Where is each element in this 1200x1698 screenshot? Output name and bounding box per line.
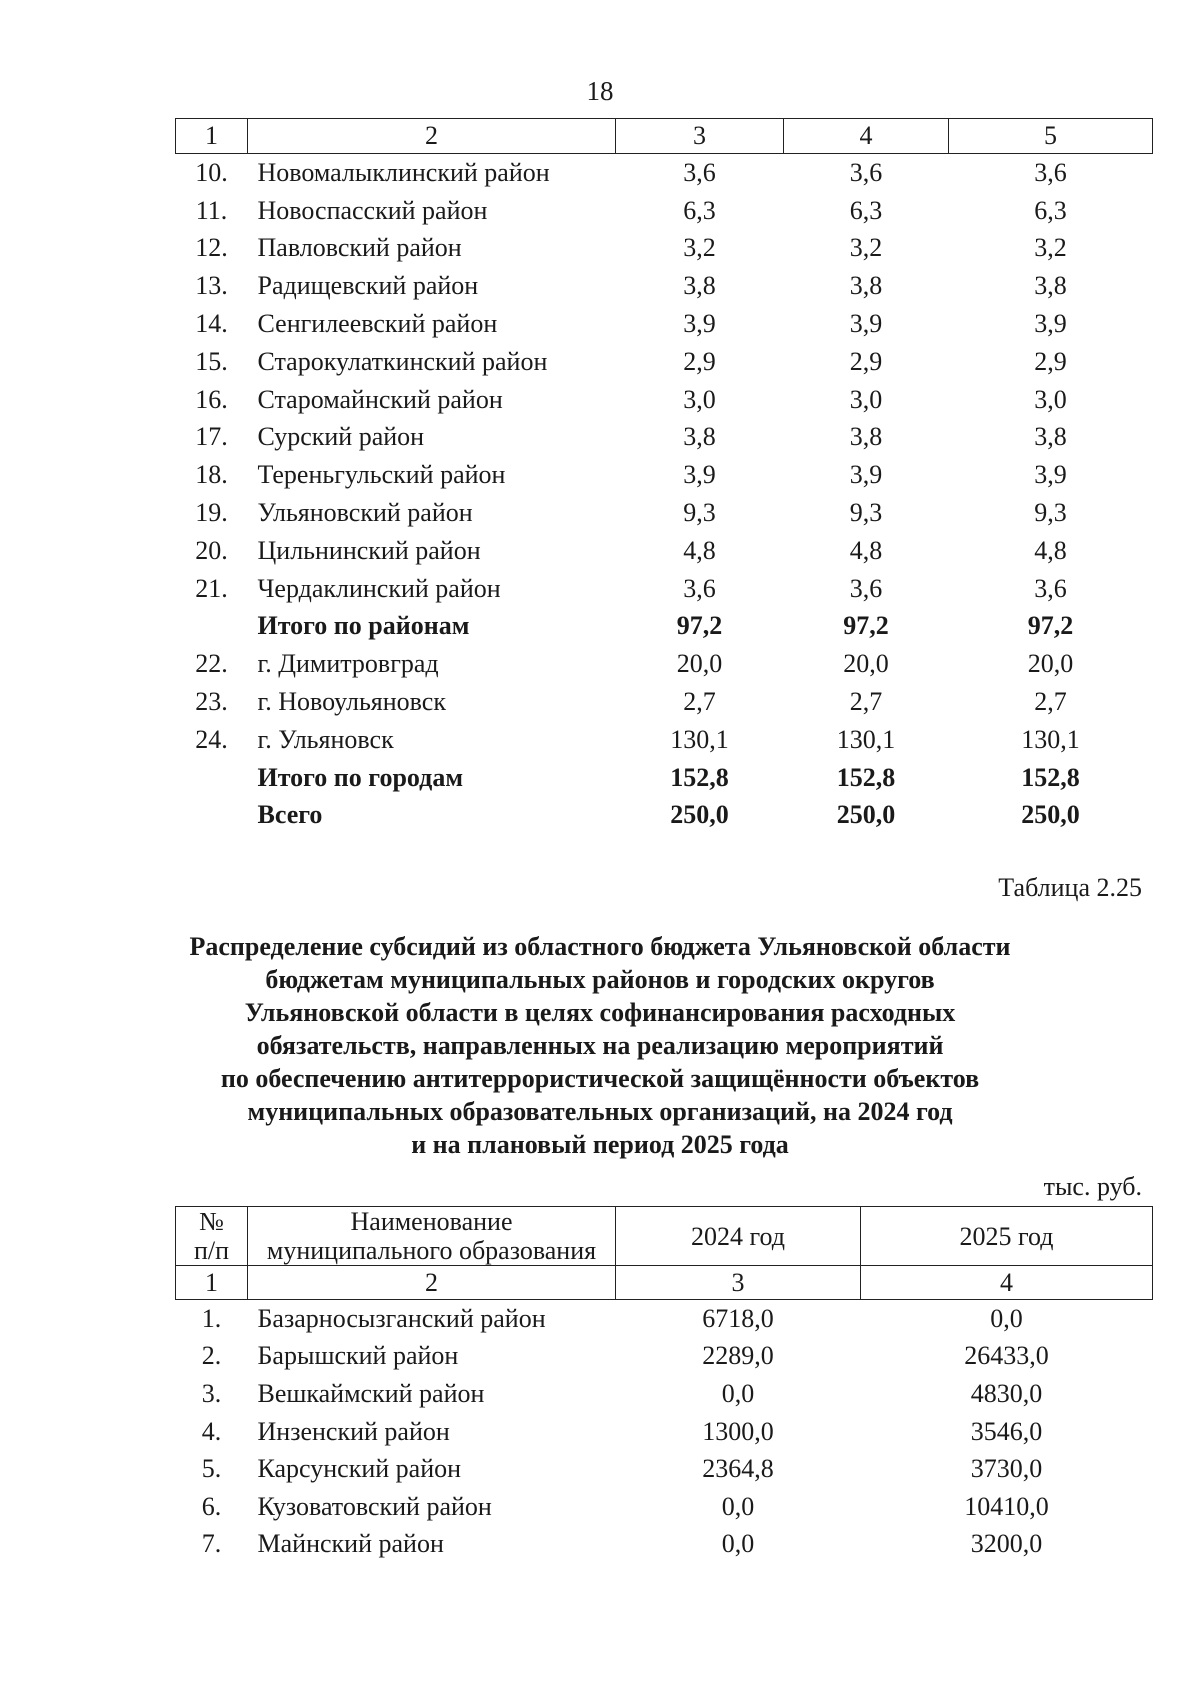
table-row xyxy=(176,1450,1153,1488)
row-number xyxy=(176,608,248,646)
row-value: 3,9 xyxy=(683,460,716,490)
title-line: Ульяновской области в целях софинансирования расходных xyxy=(244,998,956,1027)
row-name: Ульяновский район xyxy=(257,498,473,528)
row-name: Сенгилеевский район xyxy=(257,309,498,339)
row-name: Майнский район xyxy=(257,1529,444,1559)
row-value: 3,6 xyxy=(849,573,883,603)
row-value-2025: 3546,0 xyxy=(970,1416,1043,1446)
units-label: тыс. руб. xyxy=(1043,1172,1142,1201)
row-value: 3,2 xyxy=(683,233,716,263)
table-row xyxy=(176,1488,1153,1526)
column-number: 4 xyxy=(861,1266,1153,1300)
row-name: Инзенский район xyxy=(257,1416,450,1446)
row-value: 3,9 xyxy=(849,309,883,339)
row-name: Вешкаймский район xyxy=(257,1378,485,1408)
row-value-2024: 1300,0 xyxy=(702,1416,774,1446)
row-number: 13. xyxy=(195,271,228,301)
row-value: 2,9 xyxy=(849,346,883,376)
row-name: Чердаклинский район xyxy=(257,573,501,603)
row-name: Радищевский район xyxy=(257,271,479,301)
column-number: 4 xyxy=(784,119,949,154)
header-year-2025: 2025 год xyxy=(861,1207,1153,1266)
row-value: 3,2 xyxy=(1034,233,1067,263)
row-value-2024: 2289,0 xyxy=(702,1341,774,1371)
table-row xyxy=(176,343,1153,381)
row-value: 97,2 xyxy=(1027,611,1074,641)
row-value: 3,6 xyxy=(683,573,716,603)
row-name: Павловский район xyxy=(257,233,462,263)
row-number: 14. xyxy=(195,309,228,339)
row-name: Старомайнский район xyxy=(257,384,503,414)
row-value: 9,3 xyxy=(849,498,883,528)
row-number: 21. xyxy=(195,573,228,603)
header-num-line2: п/п xyxy=(193,1236,230,1265)
table-row xyxy=(176,1300,1153,1338)
row-value: 4,8 xyxy=(849,535,883,565)
row-value: 3,8 xyxy=(683,422,716,452)
row-name: г. Димитровград xyxy=(257,649,439,679)
column-number: 2 xyxy=(248,1266,616,1300)
title-line: по обеспечению антитеррористической защищённости объектов xyxy=(220,1064,980,1093)
row-value: 3,8 xyxy=(849,422,883,452)
table-row xyxy=(176,419,1153,457)
row-name: Цильнинский район xyxy=(257,535,481,565)
row-number xyxy=(176,797,248,835)
header-name-line1: Наименование xyxy=(350,1207,513,1236)
column-number: 1 xyxy=(176,1266,248,1300)
subsidy-table-2-25 xyxy=(175,1206,1153,1563)
row-value: 6,3 xyxy=(683,195,716,225)
row-value: 3,8 xyxy=(683,271,716,301)
title-line: муниципальных образовательных организаций, на 2024 год xyxy=(247,1097,953,1126)
column-number: 3 xyxy=(616,119,784,154)
row-value: 250,0 xyxy=(670,800,729,830)
column-number-row xyxy=(176,119,1153,154)
row-value: 6,3 xyxy=(849,195,883,225)
row-value-2025: 4830,0 xyxy=(970,1378,1043,1408)
row-value-2025: 26433,0 xyxy=(964,1341,1049,1371)
row-value: 3,6 xyxy=(1034,157,1067,187)
row-value: 4,8 xyxy=(1034,535,1067,565)
table-title xyxy=(0,930,1200,1161)
row-value-2024: 0,0 xyxy=(721,1378,755,1408)
row-name: г. Новоульяновск xyxy=(257,687,446,717)
row-number: 4. xyxy=(201,1416,222,1446)
row-name: Итого по городам xyxy=(257,762,464,792)
column-number: 5 xyxy=(949,119,1153,154)
row-value: 20,0 xyxy=(1027,649,1074,679)
table-row xyxy=(176,1338,1153,1376)
header-year-2024: 2024 год xyxy=(616,1207,861,1266)
table-row xyxy=(176,267,1153,305)
title-line: Распределение субсидий из областного бюджета Ульяновской области xyxy=(189,932,1011,961)
row-name: Старокулаткинский район xyxy=(257,346,548,376)
row-number: 17. xyxy=(195,422,228,452)
row-value: 3,2 xyxy=(849,233,883,263)
title-line: и на плановый период 2025 года xyxy=(411,1130,789,1159)
row-number: 22. xyxy=(195,649,228,679)
row-number: 18. xyxy=(195,460,228,490)
row-value-2025: 3200,0 xyxy=(970,1529,1043,1559)
page-number: 18 xyxy=(586,76,614,106)
row-value: 3,8 xyxy=(1034,422,1067,452)
row-value: 3,0 xyxy=(683,384,716,414)
table-row xyxy=(176,570,1153,608)
header-row xyxy=(176,1207,1153,1266)
table-row xyxy=(176,230,1153,268)
row-value: 3,9 xyxy=(1034,460,1067,490)
row-value: 3,8 xyxy=(1034,271,1067,301)
header-num-line1: № xyxy=(199,1207,224,1236)
row-name: Кузоватовский район xyxy=(257,1491,492,1521)
row-name: г. Ульяновск xyxy=(257,724,394,754)
row-number: 16. xyxy=(195,384,228,414)
column-number: 3 xyxy=(616,1266,861,1300)
row-number: 12. xyxy=(195,233,228,263)
row-value: 3,8 xyxy=(849,271,883,301)
row-number: 1. xyxy=(201,1303,222,1333)
table-row xyxy=(176,1375,1153,1413)
header-name-line2: муниципального образования xyxy=(266,1236,597,1265)
row-value: 4,8 xyxy=(683,535,716,565)
row-value: 20,0 xyxy=(843,649,889,679)
header-name xyxy=(248,1207,616,1266)
row-value: 152,8 xyxy=(670,762,729,792)
row-number: 20. xyxy=(195,535,228,565)
row-value-2024: 0,0 xyxy=(721,1529,755,1559)
row-number: 10. xyxy=(195,157,228,187)
row-value-2024: 6718,0 xyxy=(702,1303,774,1333)
row-number: 19. xyxy=(195,498,228,528)
table-row xyxy=(176,305,1153,343)
row-name: Базарносызганский район xyxy=(257,1303,546,1333)
row-name: Новоспасский район xyxy=(257,195,488,225)
table-row xyxy=(176,1526,1153,1564)
table-row xyxy=(176,494,1153,532)
row-number: 15. xyxy=(195,346,228,376)
row-number xyxy=(176,759,248,797)
row-name: Сурский район xyxy=(257,422,425,452)
row-value: 9,3 xyxy=(683,498,716,528)
row-value: 97,2 xyxy=(676,611,723,641)
row-value: 250,0 xyxy=(836,800,896,830)
row-value: 130,1 xyxy=(836,724,896,754)
row-value: 20,0 xyxy=(676,649,723,679)
row-value: 6,3 xyxy=(1034,195,1067,225)
row-value-2025: 0,0 xyxy=(990,1303,1023,1333)
row-value: 250,0 xyxy=(1021,800,1080,830)
row-value-2025: 10410,0 xyxy=(964,1491,1049,1521)
row-name: Карсунский район xyxy=(257,1454,462,1484)
row-value-2024: 0,0 xyxy=(721,1491,755,1521)
total-row xyxy=(176,797,1153,835)
row-value: 3,6 xyxy=(683,157,716,187)
row-value: 2,9 xyxy=(1034,346,1067,376)
row-value: 3,6 xyxy=(1034,573,1067,603)
table-row xyxy=(176,532,1153,570)
row-value: 130,1 xyxy=(670,724,729,754)
row-value: 97,2 xyxy=(843,611,889,641)
row-value: 3,9 xyxy=(683,309,716,339)
title-line: обязательств, направленных на реализацию мероприятий xyxy=(256,1031,944,1060)
row-value: 130,1 xyxy=(1021,724,1080,754)
row-value: 152,8 xyxy=(1021,762,1080,792)
row-name: Всего xyxy=(257,800,323,830)
row-number: 3. xyxy=(201,1378,222,1408)
row-number: 7. xyxy=(201,1529,222,1559)
title-line: бюджетам муниципальных районов и городских округов xyxy=(265,965,935,994)
table-row xyxy=(176,381,1153,419)
row-value: 3,0 xyxy=(1034,384,1067,414)
row-value-2025: 3730,0 xyxy=(970,1454,1043,1484)
table-label: Таблица 2.25 xyxy=(998,873,1142,902)
row-number: 2. xyxy=(201,1341,222,1371)
row-number: 6. xyxy=(201,1491,222,1521)
total-row xyxy=(176,608,1153,646)
row-name: Новомалыклинский район xyxy=(257,157,550,187)
subsidy-table-continued xyxy=(175,118,1153,834)
table-row xyxy=(176,456,1153,494)
table-row xyxy=(176,192,1153,230)
row-value: 2,9 xyxy=(683,346,716,376)
total-row xyxy=(176,759,1153,797)
row-number: 5. xyxy=(201,1454,222,1484)
header-num xyxy=(176,1207,248,1266)
table-row xyxy=(176,154,1153,192)
row-value: 152,8 xyxy=(836,762,896,792)
row-value: 3,0 xyxy=(849,384,883,414)
row-value: 3,9 xyxy=(849,460,883,490)
row-value: 2,7 xyxy=(683,687,716,717)
column-number: 2 xyxy=(248,119,616,154)
row-number: 24. xyxy=(195,724,228,754)
row-number: 23. xyxy=(195,687,228,717)
table-row xyxy=(176,683,1153,721)
column-number: 1 xyxy=(176,119,248,154)
row-value: 3,9 xyxy=(1034,309,1067,339)
column-number-row xyxy=(176,1266,1153,1300)
row-value: 2,7 xyxy=(1034,687,1067,717)
row-name: Итого по районам xyxy=(257,611,470,641)
row-value: 2,7 xyxy=(849,687,883,717)
table-row xyxy=(176,1413,1153,1451)
row-number: 11. xyxy=(195,195,228,225)
row-name: Барышский район xyxy=(257,1341,459,1371)
row-name: Тереньгульский район xyxy=(257,460,506,490)
row-value: 9,3 xyxy=(1034,498,1067,528)
table-row xyxy=(176,721,1153,759)
table-row xyxy=(176,645,1153,683)
row-value: 3,6 xyxy=(849,157,883,187)
row-value-2024: 2364,8 xyxy=(702,1454,774,1484)
